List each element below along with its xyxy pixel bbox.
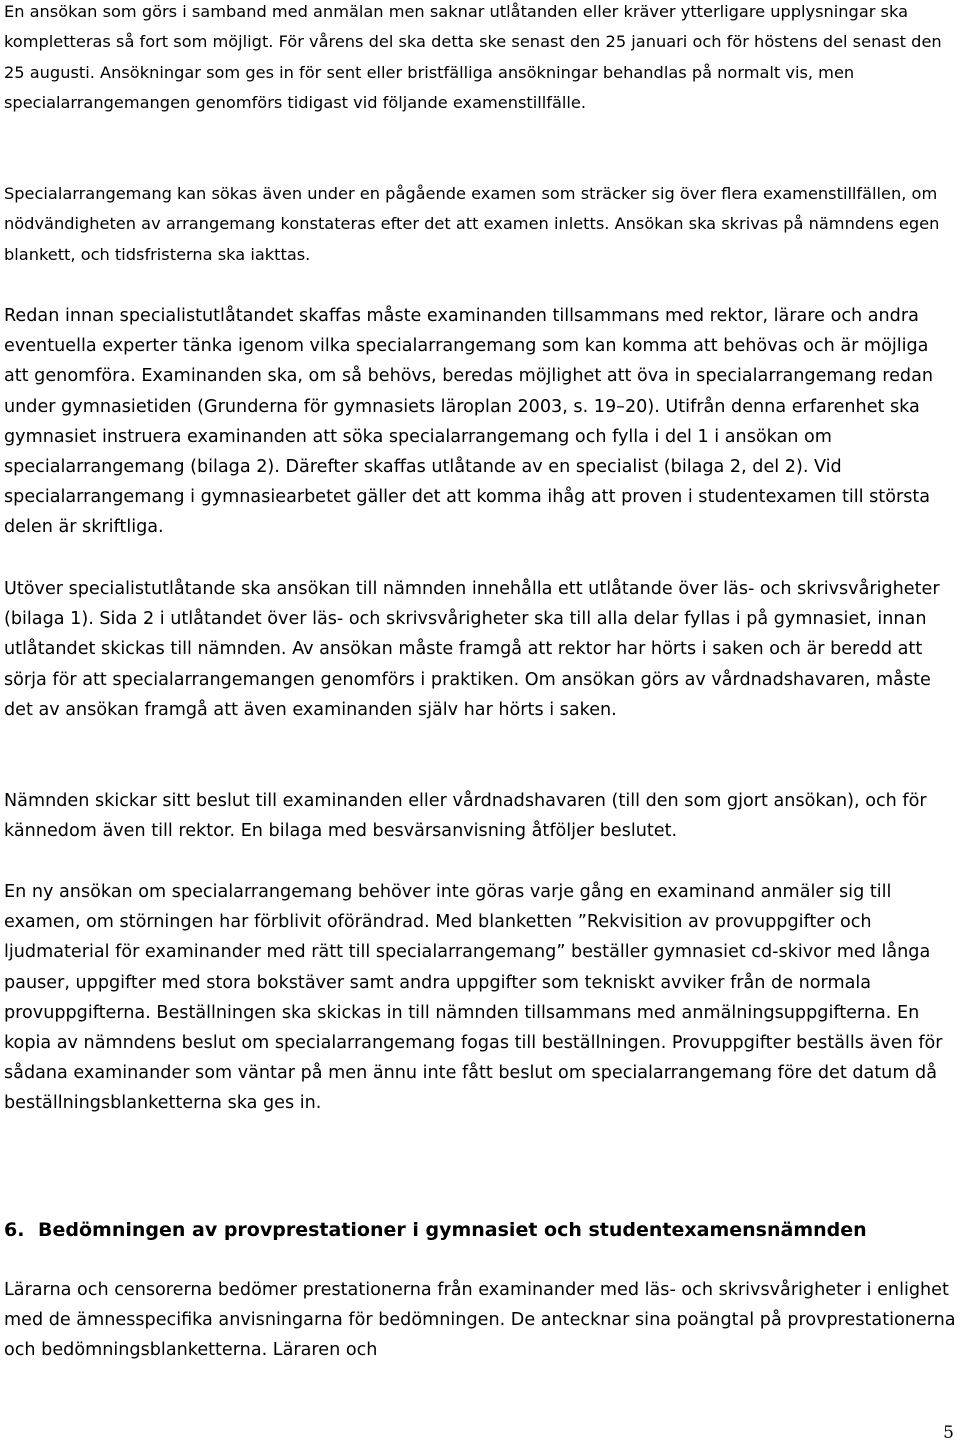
section-heading (4, 1213, 956, 1247)
paragraph-ongoing-exam: Specialarrangemang kan sökas även under en pågående examen som sträcker sig över flera examenstillfällen, om nödvändigheten av arrangemang konstateras efter det att examen inletts. Ansökan ska skrivas på nämndens egen blankett, och tidsfristerna ska iakttas. (4, 184, 940, 264)
section-title: Bedömningen av provprestationer i gymnasiet och studentexamensnämnden (38, 1219, 867, 1241)
paragraph-assessment: Lärarna och censorerna bedömer prestationerna från examinander med läs- och skrivsvårigheter i enlighet med de ämnesspecifika anvisningarna för bedömningen. De antecknar sina poängtal på provprestationerna och bedömningsblanketterna. Läraren och (4, 1280, 956, 1361)
paragraph-application-completion: En ansökan som görs i samband med anmälan men saknar utlåtanden eller kräver ytterligare upplysningar ska kompletteras så fort som möjligt. För vårens del ska detta ske senast den 25 januari och för höstens del senast den 25 augusti. Ansökningar som ges in för sent eller bristfälliga ansökningar behandlas på normalt vis, men specialarrangemangen genomförs tidigast vid följande examenstillfälle. (4, 2, 942, 113)
paragraph-specialist-statement: Redan innan specialistutlåtandet skaffas måste examinanden tillsammans med rektor, lärare och andra eventuella experter tänka igenom vilka specialarrangemang som kan komma att behövas och är möjliga att genomföra. Examinanden ska, om så behövs, beredas möjlighet att öva in specialarrangemang redan under gymnasietiden (Grunderna för gymnasiets läroplan 2003, s. 19–20). Utifrån denna erfarenhet ska gymnasiet instruera examinanden att söka specialarrangemang och fylla i del 1 i ansökan om specialarrangemang (bilaga 2). Därefter skaffas utlåtande av en specialist (bilaga 2, del 2). Vid specialarrangemang i gymnasiearbetet gäller det att komma ihåg att proven i studentexamen till största delen är skriftliga. (4, 306, 934, 538)
page-number: 5 (943, 1423, 954, 1443)
paragraph-reading-writing-difficulties: Utöver specialistutlåtande ska ansökan till nämnden innehålla ett utlåtande över läs- och skrivsvårigheter (bilaga 1). Sida 2 i utlåtandet över läs- och skrivsvårigheter ska till alla delar fyllas i på gymnasiet, innan utlåtandet skickas till nämnden. Av ansökan måste framgå att rektor har hörts i saken och är beredd att sörja för att specialarrangemangen genomförs i praktiken. Om ansökan görs av vårdnadshavaren, måste det av ansökan framgå att även examinanden själv har hörts i saken. (4, 579, 940, 720)
paragraph-new-application: En ny ansökan om specialarrangemang behöver inte göras varje gång en examinand anmäler sig till examen, om störningen har förblivit oförändrad. Med blanketten ”Rekvisition av provuppgifter och ljudmaterial för examinander med rätt till specialarrangemang” beställer gymnasiet cd-skivor med långa pauser, uppgifter med stora bokstäver samt andra uppgifter som tekniskt avviker från de normala provuppgifterna. Beställningen ska skickas in till nämnden tillsammans med anmälningsuppgifterna. En kopia av nämndens beslut om specialarrangemang fogas till beställningen. Provuppgifter beställs även för sådana examinander som väntar på men ännu inte fått beslut om specialarrangemang före det datum då beställningsblanketterna ska ges in. (4, 882, 943, 1114)
paragraph-board-decision: Nämnden skickar sitt beslut till examinanden eller vårdnadshavaren (till den som gjort ansökan), och för kännedom även till rektor. En bilaga med besvärsanvisning åtföljer beslutet. (4, 791, 927, 842)
section-number: 6. (4, 1219, 25, 1241)
